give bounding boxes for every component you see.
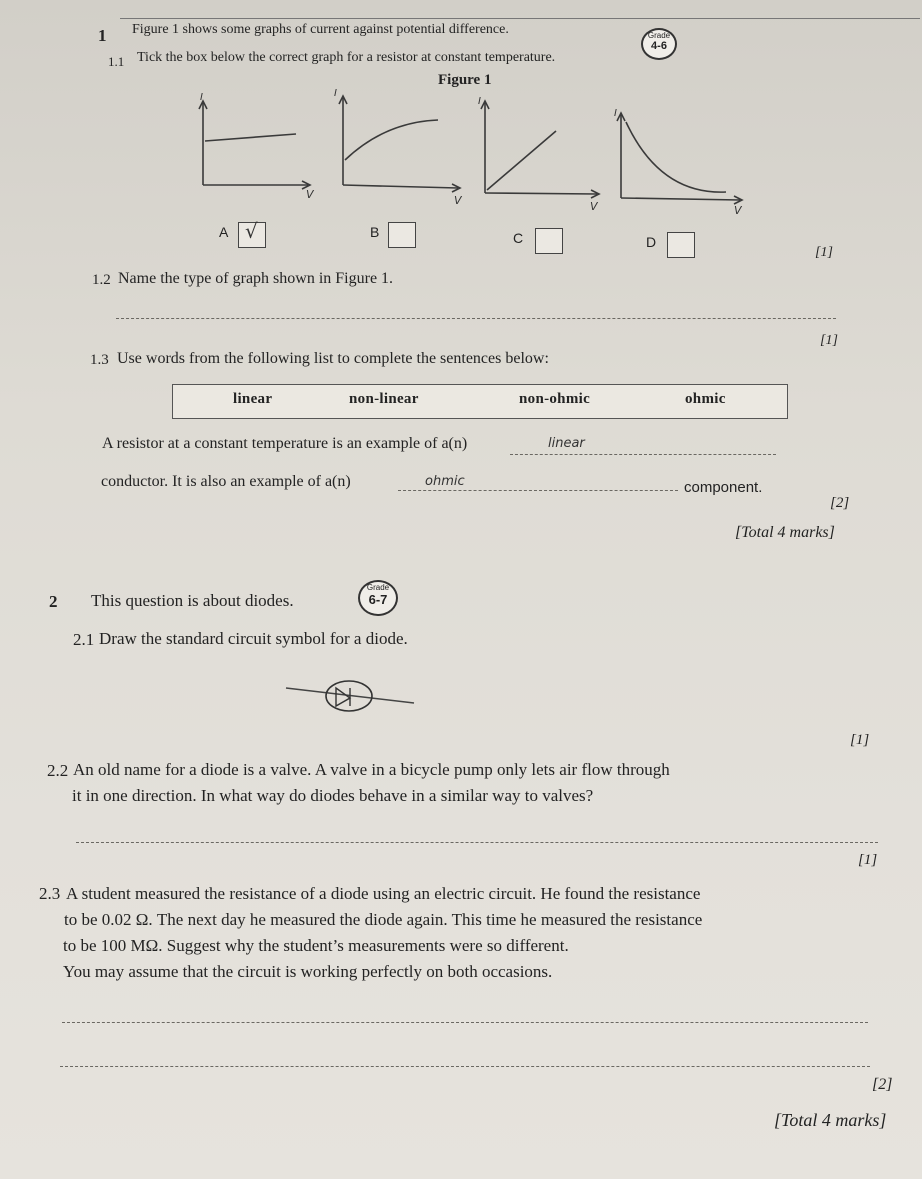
q1-3-marks: [2]: [830, 495, 850, 511]
word-non-ohmic: non-ohmic: [519, 391, 591, 407]
graph-b-x-axis: [343, 185, 458, 188]
q2-2-answer-line[interactable]: [76, 842, 878, 843]
q1-2-marks: [1]: [820, 333, 838, 348]
graph-b-curve: [345, 120, 438, 160]
q2-grade-badge: [358, 580, 398, 616]
q1-number: 1: [98, 26, 107, 45]
q2-1-marks: [1]: [850, 732, 870, 748]
word-linear: linear: [233, 391, 273, 407]
q2-1-text: Draw the standard circuit symbol for a diode.: [99, 629, 408, 648]
word-list-box: [172, 384, 788, 419]
figure-title: Figure 1: [438, 72, 492, 88]
graph-a-y-label: I: [200, 92, 203, 103]
q1-3-number: 1.3: [90, 352, 109, 368]
q2-3-line1: A student measured the resistance of a diode using an electric circuit. He found the resistance: [66, 884, 701, 903]
graph-b-y-label: I: [334, 88, 337, 99]
q1-3-sentence2-end: component.: [684, 479, 763, 496]
graph-c-x-label: V: [590, 200, 598, 213]
option-d-checkbox[interactable]: [667, 232, 695, 258]
q1-2-number: 1.2: [92, 272, 111, 288]
q2-1-number: 2.1: [73, 630, 95, 649]
option-a-tick: √: [245, 219, 258, 243]
q2-2-line2: it in one direction. In what way do diodes behave in a similar way to valves?: [72, 786, 594, 805]
q2-2-number: 2.2: [47, 761, 69, 780]
q1-3-answer2: ohmic: [425, 474, 465, 489]
grade-value: 4-6: [651, 40, 667, 52]
option-c-label: C: [513, 230, 524, 246]
q1-2-text: Name the type of graph shown in Figure 1.: [118, 270, 394, 287]
q1-2-answer-line[interactable]: [116, 318, 836, 319]
q1-3-answer1: linear: [548, 436, 585, 451]
diode-sketch: [284, 676, 424, 726]
graph-c-line: [487, 131, 556, 190]
graph-d-y-label: I: [614, 108, 617, 119]
q2-2-line1: An old name for a diode is a valve. A valve in a bicycle pump only lets air flow through: [73, 760, 670, 779]
q2-3-line2: to be 0.02 Ω. The next day he measured the diode again. This time he measured the resistance: [64, 910, 703, 929]
graph-d-x-axis: [621, 198, 740, 200]
graph-c-x-axis: [485, 193, 597, 194]
option-b-label: B: [370, 224, 380, 240]
option-b-checkbox[interactable]: [388, 222, 416, 248]
q2-2-marks: [1]: [858, 852, 878, 868]
q1-intro: Figure 1 shows some graphs of current against potential difference.: [132, 22, 509, 37]
q1-1-text: Tick the box below the correct graph for a resistor at constant temperature.: [137, 50, 556, 65]
option-a-label: A: [219, 224, 229, 240]
q1-3-sentence1: A resistor at a constant temperature is an example of a(n): [102, 435, 468, 452]
q2-3-answer-line-1[interactable]: [62, 1022, 868, 1023]
q1-total-marks: [Total 4 marks]: [735, 524, 835, 541]
q2-number: 2: [49, 592, 58, 611]
q2-3-line4: You may assume that the circuit is working perfectly on both occasions.: [63, 962, 553, 981]
option-c-checkbox[interactable]: [535, 228, 563, 254]
q2-intro: This question is about diodes.: [91, 591, 294, 610]
graph-a-x-label: V: [306, 188, 314, 201]
graph-d-x-label: V: [734, 204, 742, 217]
q2-3-line3: to be 100 MΩ. Suggest why the student’s measurements were so different.: [63, 936, 569, 955]
option-d-label: D: [646, 234, 657, 250]
graph-b-x-label: V: [454, 194, 462, 207]
word-non-linear: non-linear: [349, 391, 419, 407]
option-a-checkbox[interactable]: [238, 219, 266, 248]
q2-3-number: 2.3: [39, 884, 61, 903]
q1-3-text: Use words from the following list to complete the sentences below:: [117, 350, 549, 367]
grade-label: Grade: [647, 31, 671, 40]
q2-3-answer-line-2[interactable]: [60, 1066, 870, 1067]
graph-d-curve: [626, 122, 726, 192]
q2-total-marks: [Total 4 marks]: [774, 1110, 887, 1130]
graph-c-y-label: I: [478, 96, 481, 107]
grade-label: Grade: [366, 583, 390, 592]
q1-3-sentence2: conductor. It is also an example of a(n): [101, 473, 351, 490]
word-ohmic: ohmic: [685, 391, 726, 407]
q1-1-number: 1.1: [108, 54, 125, 69]
q1-3-answer1-line[interactable]: [510, 454, 776, 455]
q2-3-marks: [2]: [872, 1076, 893, 1093]
q1-3-answer2-line[interactable]: [398, 490, 678, 491]
graph-a-line: [205, 134, 296, 141]
q1-1-marks: [1]: [815, 245, 833, 260]
grade-value: 6-7: [368, 592, 388, 607]
